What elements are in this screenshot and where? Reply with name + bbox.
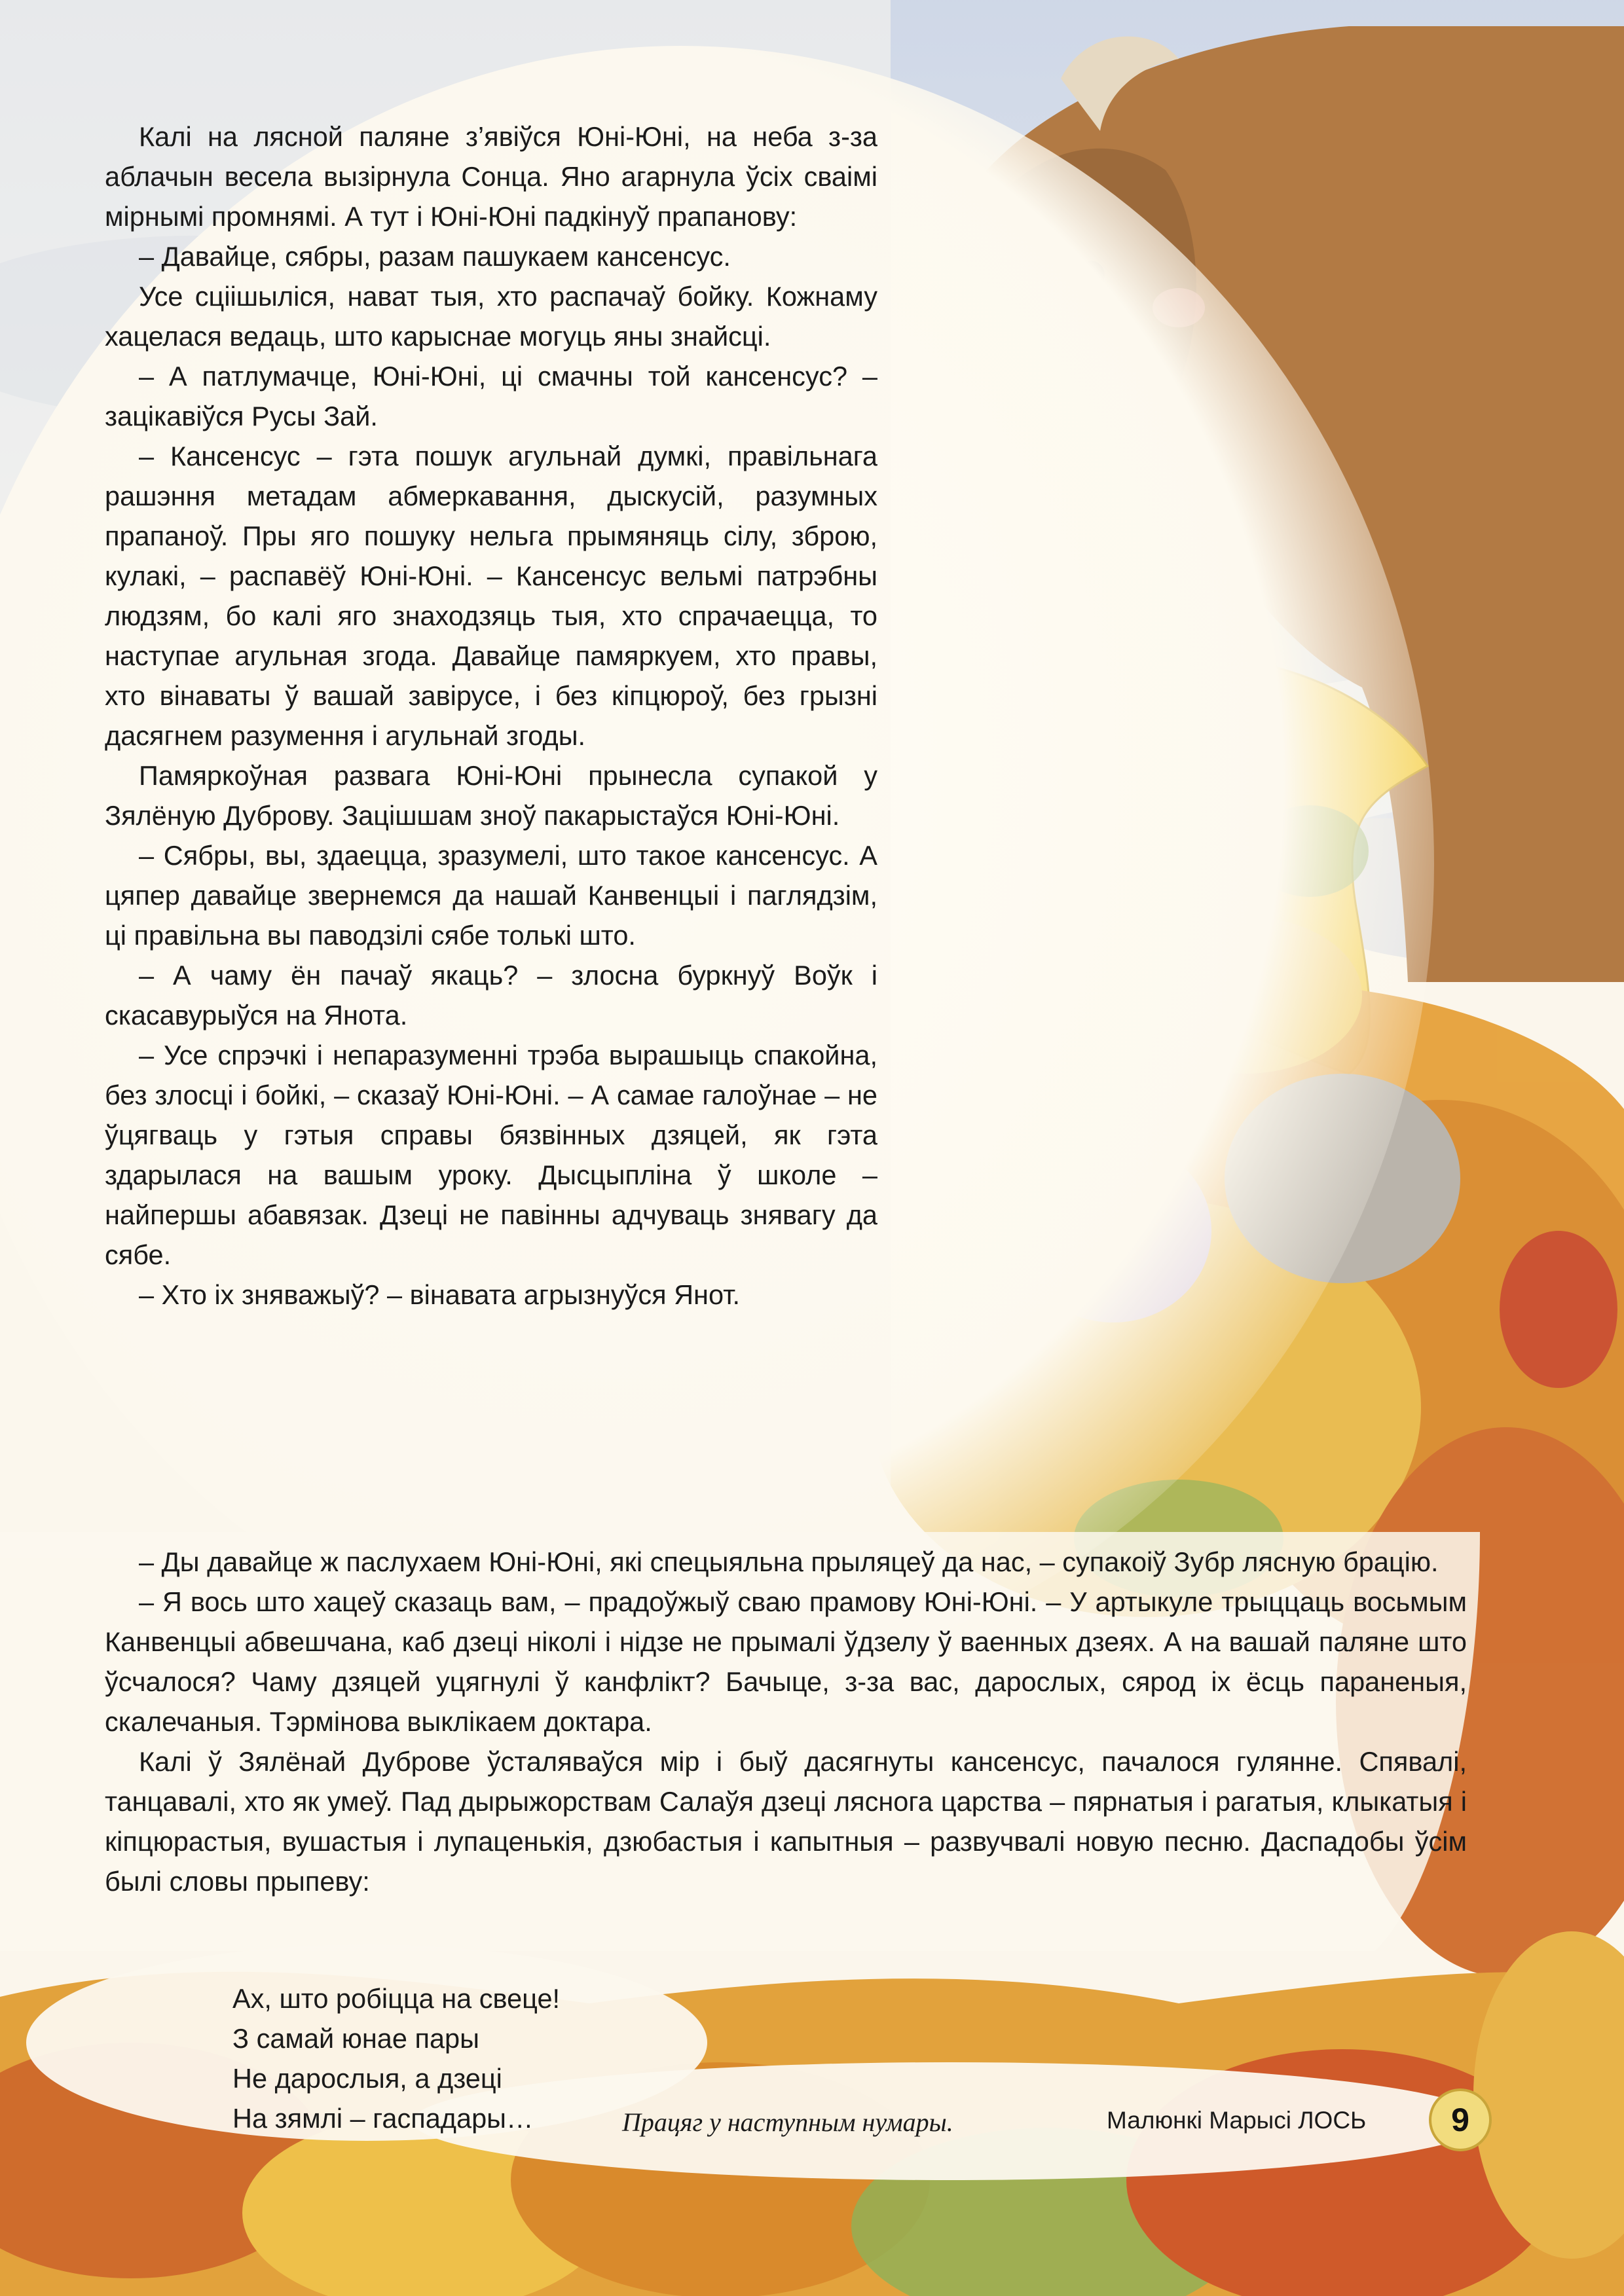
song-chorus [232,1978,560,2138]
page-number-badge [1429,2088,1492,2151]
story-paragraph: – А чаму ён пачаў якаць? – злосна буркнуў Воўк і скасавурыўся на Янота. [105,960,877,1030]
story-left-column [105,117,877,1315]
poem-line: На зямлі – гаспадары… [232,2103,534,2134]
story-paragraph: – Усе спрэчкі і непаразуменні трэба вырашыць спакойна, без злосці і бойкі, – сказаў Юні-Юні. – А самае галоўнае – не ўцягваць у гэтыя справы бязвінных дзяцей, як гэта здарылася на вашым уроку. Дысцыпліна ў школе – найпершы абавязак. Дзеці не павінны адчуваць знявагу да сябе. [105,1040,877,1270]
story-paragraph: Усе сціішыліся, нават тыя, хто распачаў бойку. Кожнаму хацелася ведаць, што карыснае могуць яны знайсці. [105,281,877,352]
story-paragraph: – Хто іх зняважыў? – вінавата агрызнуўся Янот. [139,1279,741,1310]
story-paragraph: – Сябры, вы, здаецца, зразумелі, што такое кансенсус. А цяпер давайце звернемся да нашай Канвенцыі і паглядзім, ці правільна вы паводзілі сябе толькі што. [105,840,877,951]
poem-line: Не дарослыя, а дзеці [232,2063,502,2094]
story-paragraph: Памяркоўная развага Юні-Юні прынесла супакой у Зялёную Дуброву. Зацішшам зноў пакарыстаўся Юні-Юні. [105,760,877,831]
poem-line: З самай юнае пары [232,2023,479,2054]
illustration-credit: Малюнкі Марысі ЛОСЬ [1107,2107,1367,2134]
story-paragraph: – Я вось што хацеў сказаць вам, – прадоўжыў сваю прамову Юні-Юні. – У артыкуле трыццаць восьмым Канвенцыі абвешчана, каб дзеці ніколі і нідзе не прымалі ўдзелу ў ваенных дзеях. А на вашай паляне што ўсчалося? Чаму дзяцей уцягнулі ў канфлікт? Бачыце, з-за вас, дарослых, сярод іх ёсць параненыя, скалечаныя. Тэрмінова выклікаем доктара. [105,1586,1467,1737]
story-paragraph: Калі на лясной паляне з’явіўся Юні-Юні, на неба з-за аблачын весела вызірнула Сонца. Яно агарнула ўсіх сваімі мірнымі промнямі. А тут і Юні-Юні падкінуў прапанову: [105,121,877,232]
story-paragraph: – А патлумачце, Юні-Юні, ці смачны той кансенсус? – зацікавіўся Русы Зай. [105,361,877,431]
story-paragraph: Калі ў Зялёнай Дуброве ўсталяваўся мір і быў дасягнуты кансенсус, пачалося гулянне. Спявалі, танцавалі, хто як умеў. Пад дырыжорствам Салаўя дзеці ляснога царства – пярнатыя і рагатыя, клыкатыя і кіпцюрастыя, вушастыя і лупаценькія, дзюбастыя і капытныя – развучвалі новую песню. Даспадобы ўсім былі словы прыпеву: [105,1746,1467,1897]
continuation-note: Працяг у наступным нумары. [622,2107,953,2137]
story-paragraph: – Ды давайце ж паслухаем Юні-Юні, які спецыяльна прыляцеў да нас, – супакоіў Зубр лясную брацію. [139,1546,1439,1577]
story-paragraph: – Давайце, сябры, разам пашукаем кансенсус. [139,241,731,272]
poem-line: Ах, што робіцца на свеце! [232,1983,561,2014]
page-number: 9 [1451,2102,1469,2138]
story-paragraph: – Кансенсус – гэта пошук агульнай думкі, правільнага рашэння метадам абмеркавання, дыскусій, разумных прапаноў. Пры яго пошуку нельга прымяняць сілу, зброю, кулакі, – распавёў Юні-Юні. – Кансенсус вельмі патрэбны людзям, бо калі яго знаходзяць тыя, хто спрачаецца, то наступае агульная згода. Давайце памяркуем, хто правы, хто вінаваты ў вашай завірусе, і без кіпцюроў, без грызні дасягнем разумення і агульнай згоды. [105,441,877,751]
story-wide-column [105,1542,1467,1901]
